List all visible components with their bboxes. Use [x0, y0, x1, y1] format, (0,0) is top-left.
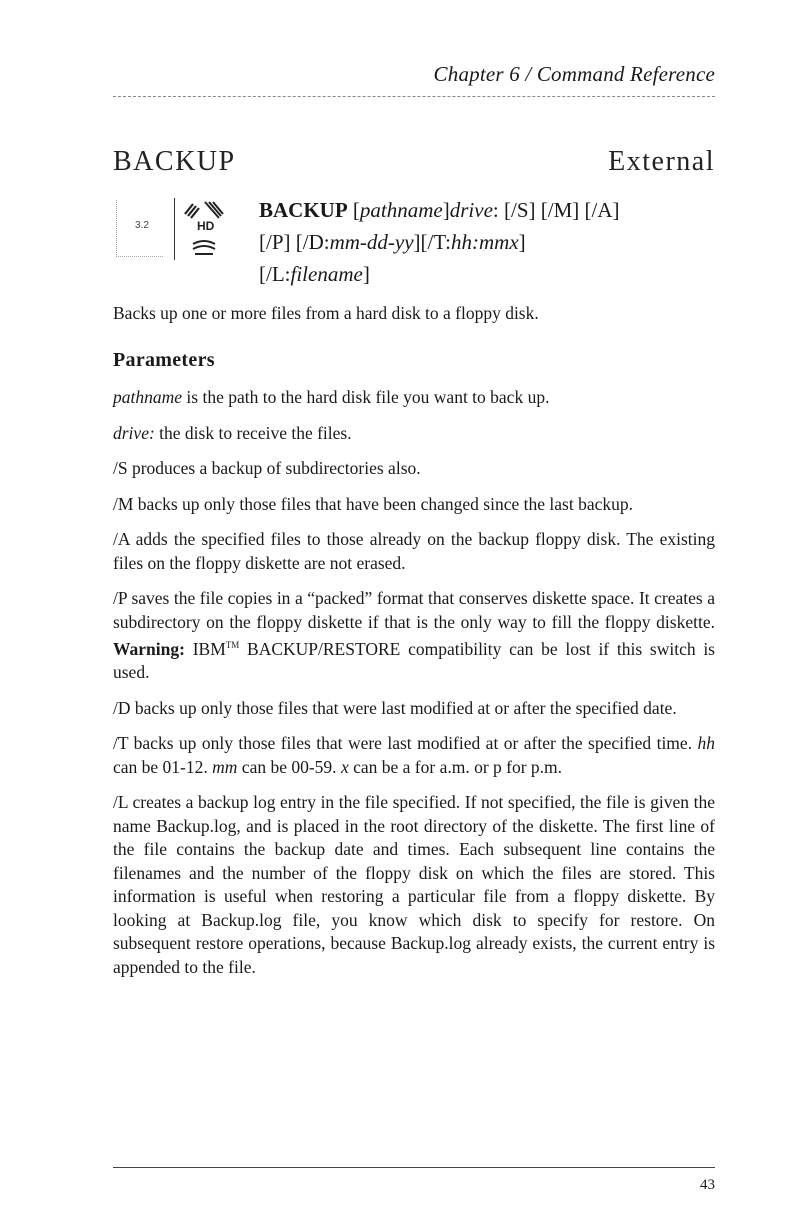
param-d: /D backs up only those files that were last modified at or after the specified date.	[113, 697, 677, 718]
running-head: Chapter 6 / Command Reference	[433, 62, 715, 86]
param-drive	[113, 422, 715, 446]
param-pathname	[113, 386, 715, 410]
param-term: drive:	[113, 422, 155, 443]
hard-disk-label: HD	[197, 219, 215, 233]
command-type: External	[608, 146, 715, 177]
command-title: BACKUP	[113, 146, 236, 177]
parameters-heading: Parameters	[113, 349, 215, 371]
param-a: /A adds the specified files to those already on the backup floppy disk. The existing files on the floppy diskette are not erased.	[113, 529, 715, 573]
version-badge	[116, 200, 163, 257]
page-number: 43	[700, 1177, 715, 1193]
version-label: 3.2	[135, 220, 149, 231]
param-m: /M backs up only those files that have been changed since the last backup.	[113, 493, 633, 514]
param-term: x	[340, 756, 349, 777]
syntax-switch-s: [/S]	[504, 198, 536, 222]
param-t	[113, 732, 715, 779]
param-text: IBM	[184, 638, 226, 659]
param-s: /S produces a backup of subdirectories also.	[113, 458, 421, 478]
param-text: is the path to the hard disk file you want to back up.	[182, 387, 550, 407]
param-term: pathname	[113, 387, 183, 407]
param-text: BACKUP/RESTORE compatibility can be lost if this switch is used.	[113, 638, 715, 683]
command-summary: Backs up one or more files from a hard disk to a floppy disk.	[113, 303, 539, 323]
syntax-switch-p: [/P]	[259, 230, 291, 254]
syntax-switch-t-arg: hh:mmx	[451, 230, 519, 254]
warning-label: Warning:	[113, 638, 185, 659]
param-text: can be 01-12.	[113, 756, 213, 777]
param-text: the disk to receive the files.	[154, 422, 352, 443]
syntax-switch-a: [/A]	[584, 198, 620, 222]
param-text: /P saves the file copies in a “packed” format that conserves diskette space. It creates a subdirectory on the floppy diskette if that is the only way to fill the floppy diskette.	[113, 588, 715, 632]
command-syntax: BACKUP [pathname]drive: [/S] [/M] [/A] [/P] [/D:mm-dd-yy][/T:hh:mmx] [/L:filename]	[259, 198, 620, 286]
syntax-switch-d-arg: mm-dd-yy	[329, 230, 414, 254]
trademark-mark: TM	[225, 640, 240, 650]
header-rule	[113, 96, 715, 97]
syntax-pathname: pathname	[359, 198, 443, 222]
syntax-switch-l-prefix: [/L:	[259, 262, 291, 286]
syntax-switch-m: [/M]	[540, 198, 580, 222]
syntax-drive: drive	[449, 198, 493, 222]
syntax-switch-l-arg: filename	[290, 262, 363, 286]
parameters-list	[113, 386, 715, 991]
param-p	[113, 587, 715, 685]
hard-disk-icon	[174, 198, 231, 260]
syntax-command: BACKUP	[259, 198, 348, 222]
footer-rule	[113, 1167, 715, 1168]
syntax-switch-d-prefix: [/D:	[295, 230, 330, 254]
param-term: mm	[212, 756, 238, 777]
syntax-switch-t-prefix: [/T:	[420, 230, 451, 254]
param-l: /L creates a backup log entry in the file specified. If not specified, the file is given the name Backup.log, and is placed in the root directory of the diskette. The first line of the file contains the backup date and times. Each subsequent line contains the filenames and the number of the floppy disk on which the files are stored. This information is useful when restoring a particular file from a floppy diskette. By looking at Backup.log file, you know which disk to specify for restore. On subsequent restore operations, because Backup.log already exists, the current entry is appended to the file.	[113, 792, 715, 977]
param-text: can be 00-59.	[237, 756, 341, 777]
param-text: can be a for a.m. or p for p.m.	[348, 756, 563, 777]
param-text: /T backs up only those files that were last modified at or after the specified time.	[113, 733, 698, 754]
param-term: hh	[697, 733, 715, 754]
